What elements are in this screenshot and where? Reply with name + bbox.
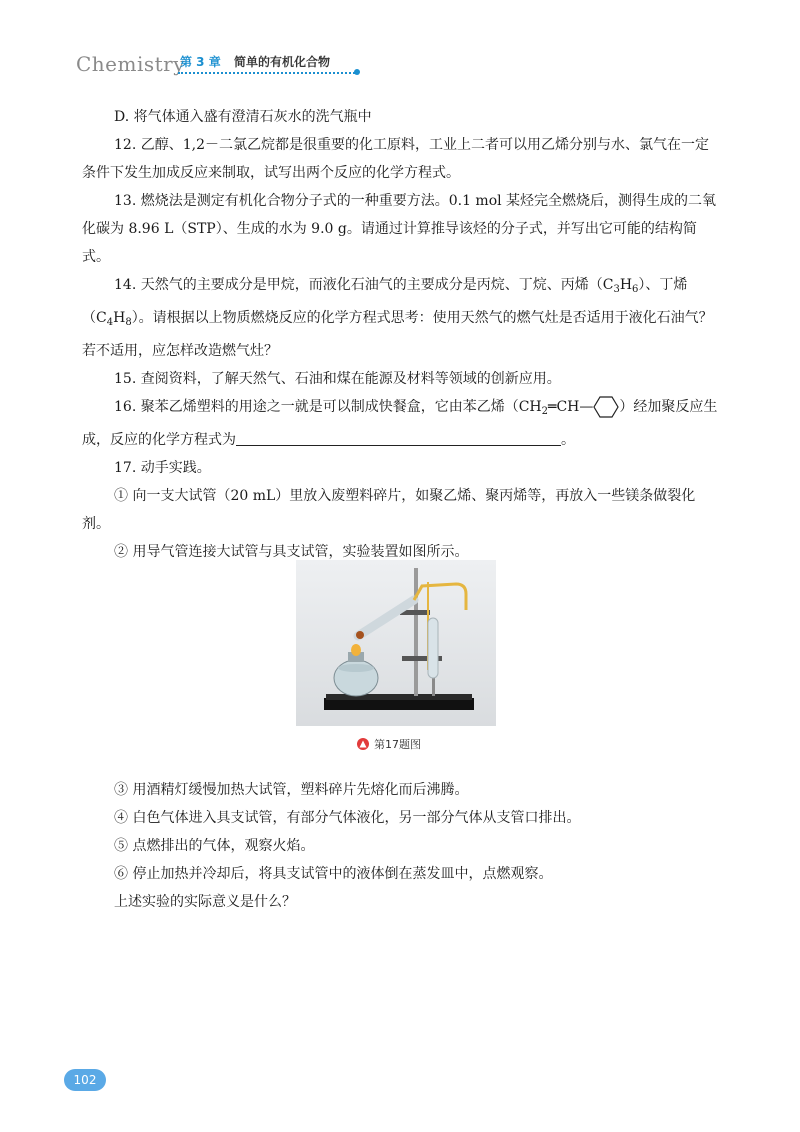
step-5: ⑤ 点燃排出的气体，观察火焰。	[114, 838, 315, 854]
chapter-title: 简单的有机化合物	[234, 55, 331, 69]
experiment-photo	[296, 560, 496, 726]
question-13: 13. 燃烧法是测定有机化合物分子式的一种重要方法。0.1 mol 某烃完全燃烧后，测得生成的二氧化碳为 8.96 L（STP）、生成的水为 9.0 g。请通过计算推导该烃的分子式，并写出它可能的结构简式。	[82, 193, 717, 265]
answer-blank-line[interactable]	[236, 431, 561, 446]
page-number: 102	[64, 1069, 106, 1091]
figure-caption	[357, 736, 421, 752]
caption-text: 第17题图	[374, 738, 421, 751]
step-4: ④ 白色气体进入具支试管，有部分气体液化，另一部分气体从支管口排出。	[114, 810, 581, 826]
header-rule	[178, 72, 358, 74]
apparatus-illustration	[296, 560, 496, 726]
q14-text-4: H	[113, 310, 126, 326]
q16-text-3: ）经加聚反应生成，反应的化学方程式为	[82, 399, 718, 448]
q14-sub-2: 6	[632, 284, 639, 295]
option-d: D. 将气体通入盛有澄清石灰水的洗气瓶中	[114, 109, 372, 125]
step-1: ① 向一支大试管（20 mL）里放入废塑料碎片，如聚乙烯、聚丙烯等，再放入一些镁条做裂化剂。	[82, 488, 696, 532]
page-header	[76, 50, 376, 80]
question-15: 15. 查阅资料，了解天然气、石油和煤在能源及材料等领域的创新应用。	[114, 371, 561, 387]
step-6: ⑥ 停止加热并冷却后，将具支试管中的液体倒在蒸发皿中，点燃观察。	[114, 866, 553, 882]
header-dot	[354, 69, 360, 75]
benzene-ring-icon	[593, 396, 619, 418]
question-16	[82, 393, 722, 454]
q16-end: 。	[561, 432, 575, 448]
step-2: ② 用导气管连接大试管与具支试管，实验装置如图所示。	[114, 544, 469, 560]
question-17: 17. 动手实践。	[114, 460, 211, 476]
q16-sub: 2	[541, 406, 549, 417]
q16-text-2: ═CH—	[548, 399, 594, 415]
q14-sub-1: 3	[613, 284, 620, 295]
final-question: 上述实验的实际意义是什么？	[114, 894, 296, 910]
question-block-top	[82, 103, 722, 566]
q14-text-1: 14. 天然气的主要成分是甲烷，而液化石油气的主要成分是丙烷、丁烷、丙烯（C	[114, 277, 614, 293]
q14-text-3: ）、丁烯（C	[82, 277, 688, 326]
q14-text-2: H	[619, 277, 633, 293]
q14-text-5: ）。请根据以上物质燃烧反应的化学方程式思考：使用天然气的燃气灶是否适用于液化石油气？若不适用，应怎样改造燃气灶？	[82, 310, 713, 359]
step-3: ③ 用酒精灯缓慢加热大试管，塑料碎片先熔化而后沸腾。	[114, 782, 469, 798]
q14-sub-4: 8	[125, 317, 132, 328]
question-12: 12. 乙醇、1,2－二氯乙烷都是很重要的化工原料，工业上二者可以用乙烯分别与水、氯气在一定条件下发生加成反应来制取，试写出两个反应的化学方程式。	[82, 137, 709, 181]
q14-sub-3: 4	[106, 317, 114, 328]
question-block-bottom	[82, 776, 722, 916]
chapter-number: 第 3 章	[180, 55, 221, 69]
brand-title: Chemistry	[76, 52, 186, 76]
triangle-marker-icon	[357, 738, 369, 750]
question-14	[82, 271, 722, 365]
q16-text-1: 16. 聚苯乙烯塑料的用途之一就是可以制成快餐盒，它由苯乙烯（CH	[114, 399, 542, 415]
